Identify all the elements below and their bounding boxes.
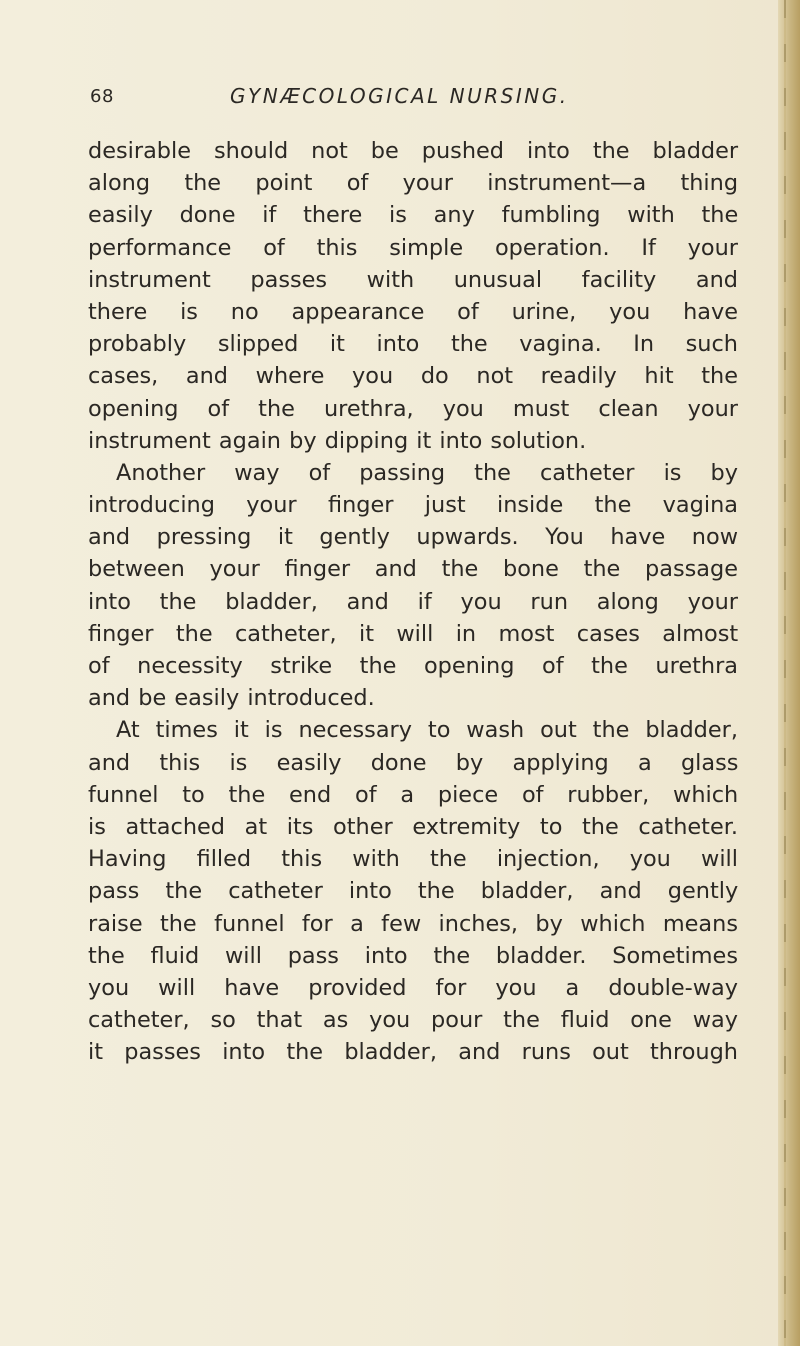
text-line: opening of the urethra, you must clean your <box>88 395 738 422</box>
paragraph-start-line: Another way of passing the catheter is by <box>116 459 738 486</box>
text-line: funnel to the end of a piece of rubber, which <box>88 781 739 808</box>
text-line: cases, and where you do not readily hit the <box>88 363 738 390</box>
text-line: desirable should not be pushed into the bladder <box>88 138 739 164</box>
text-line: probably slipped it into the vagina. In such <box>88 331 738 358</box>
text-line: and be easily introduced. <box>88 685 375 712</box>
text-line: and pressing it gently upwards. You have now <box>88 524 739 551</box>
text-line: performance of this simple operation. If your <box>88 234 738 261</box>
body-text <box>88 135 738 1068</box>
page-header <box>90 86 740 116</box>
text-line: instrument again by dipping it into solution. <box>88 427 587 454</box>
text-line: the fluid will pass into the bladder. Sometimes <box>88 942 738 969</box>
text-line: into the bladder, and if you run along your <box>88 588 738 615</box>
text-line: there is no appearance of urine, you have <box>88 298 739 325</box>
text-line: instrument passes with unusual facility and <box>88 266 738 293</box>
text-line: introducing your finger just inside the vagina <box>88 492 738 519</box>
text-line: it passes into the bladder, and runs out through <box>88 1039 738 1066</box>
text-line: between your finger and the bone the passage <box>88 556 738 583</box>
text-line: finger the catheter, it will in most cases almost <box>88 620 739 647</box>
text-line: of necessity strike the opening of the urethra <box>88 653 739 679</box>
text-line: and this is easily done by applying a glass <box>88 749 739 776</box>
text-line: along the point of your instrument—a thing <box>88 170 739 197</box>
text-line: you will have provided for you a double-way <box>88 974 738 1001</box>
text-line: pass the catheter into the bladder, and gently <box>88 878 739 905</box>
text-line: catheter, so that as you pour the fluid one way <box>88 1007 738 1034</box>
text-line: raise the funnel for a few inches, by which means <box>88 910 738 937</box>
text-line: Having filled this with the injection, you will <box>88 846 738 873</box>
running-title: GYNÆCOLOGICAL NURSING. <box>230 84 569 108</box>
book-spine-edge <box>778 0 800 1346</box>
paragraph-start-line: At times it is necessary to wash out the bladder, <box>116 717 738 744</box>
text-line: easily done if there is any fumbling with the <box>88 202 739 229</box>
page-number: 68 <box>90 86 114 107</box>
text-line: is attached at its other extremity to the catheter. <box>88 813 738 840</box>
